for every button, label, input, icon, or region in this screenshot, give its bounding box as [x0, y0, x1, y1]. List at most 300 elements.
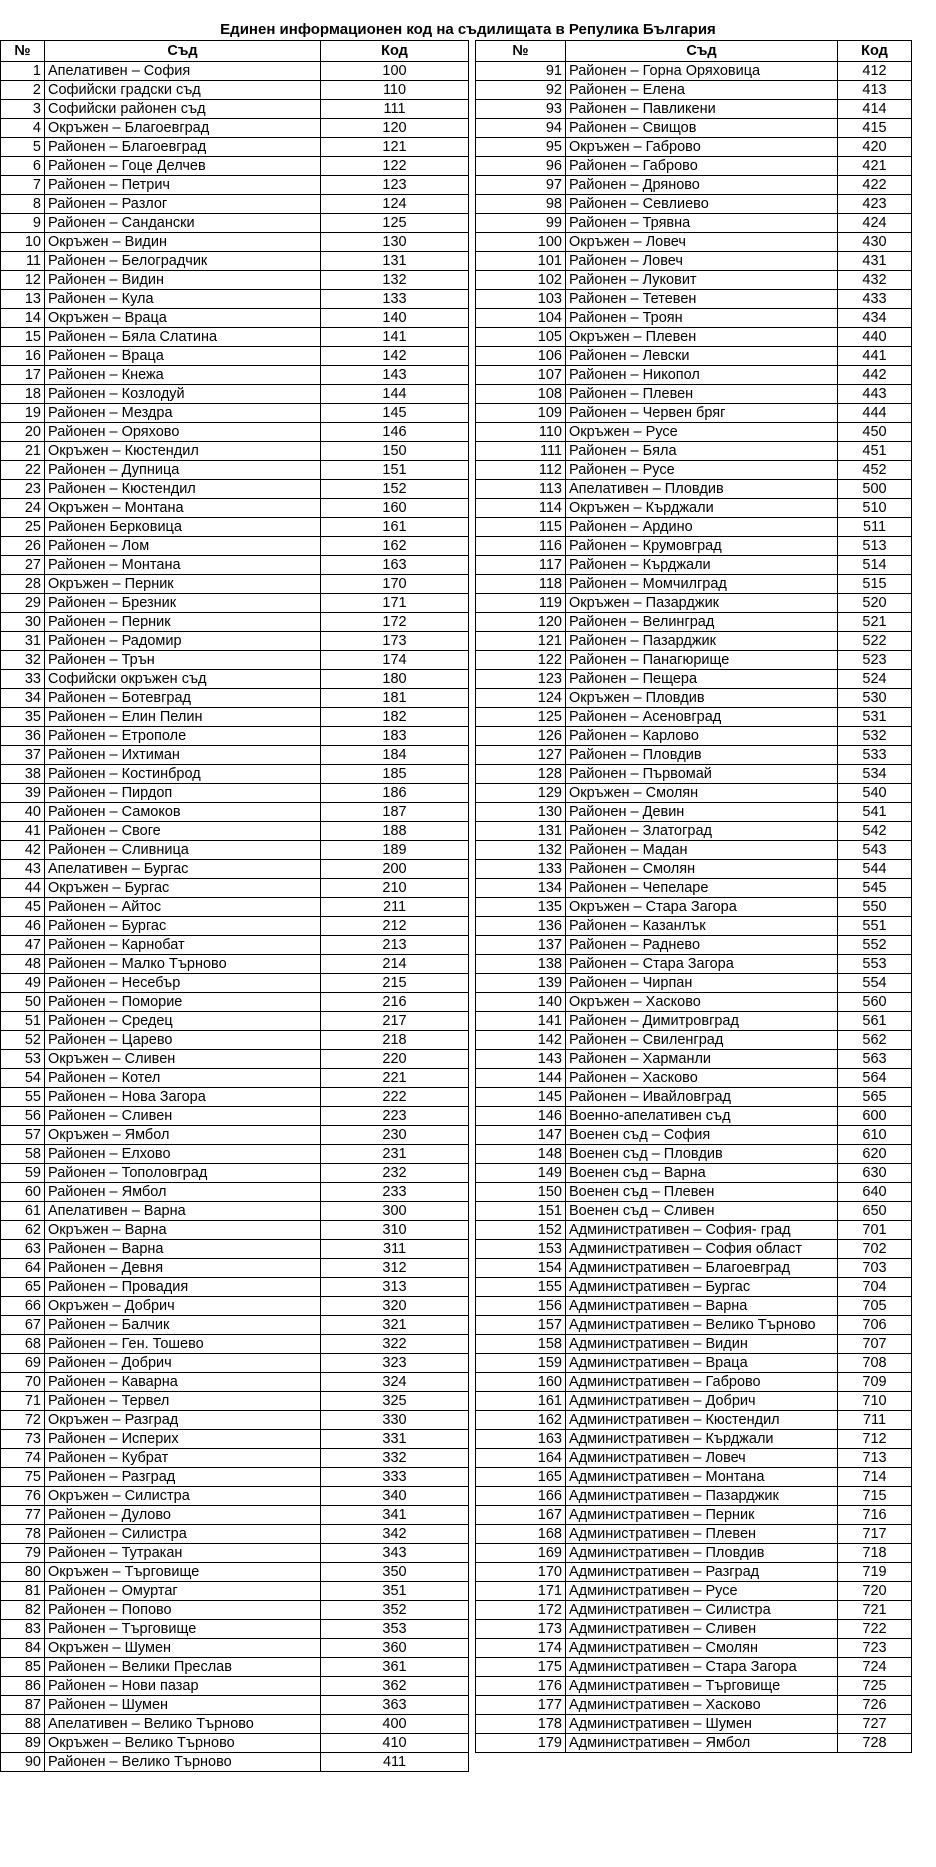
court-name: Районен – Елена: [566, 81, 838, 100]
table-row: [1, 765, 469, 784]
table-row: [476, 1335, 912, 1354]
court-number: 129: [476, 784, 566, 803]
court-number: 107: [476, 366, 566, 385]
table-row: [1, 1449, 469, 1468]
court-number: 98: [476, 195, 566, 214]
court-name: Районен – Лом: [45, 537, 321, 556]
court-number: 120: [476, 613, 566, 632]
court-number: 139: [476, 974, 566, 993]
court-code: 123: [321, 176, 469, 195]
court-number: 77: [1, 1506, 45, 1525]
table-row: [476, 1696, 912, 1715]
table-row: [1, 480, 469, 499]
court-number: 150: [476, 1183, 566, 1202]
court-name: Районен – Пещера: [566, 670, 838, 689]
court-number: 149: [476, 1164, 566, 1183]
table-row: [476, 1639, 912, 1658]
court-name: Районен – Павликени: [566, 100, 838, 119]
court-code: 220: [321, 1050, 469, 1069]
court-number: 83: [1, 1620, 45, 1639]
court-header: Съд: [566, 41, 838, 62]
court-number: 30: [1, 613, 45, 632]
table-row: [476, 138, 912, 157]
court-name: Районен – Елин Пелин: [45, 708, 321, 727]
court-number: 21: [1, 442, 45, 461]
court-number: 95: [476, 138, 566, 157]
court-number: 108: [476, 385, 566, 404]
court-number: 134: [476, 879, 566, 898]
table-row: [1, 1088, 469, 1107]
court-code: 521: [838, 613, 912, 632]
court-code: 440: [838, 328, 912, 347]
court-name: Апелативен – Пловдив: [566, 480, 838, 499]
table-row: [1, 1107, 469, 1126]
court-number: 118: [476, 575, 566, 594]
court-number: 62: [1, 1221, 45, 1240]
court-name: Районен – Кнежа: [45, 366, 321, 385]
court-name: Административен – Перник: [566, 1506, 838, 1525]
court-number: 39: [1, 784, 45, 803]
court-code: 184: [321, 746, 469, 765]
court-name: Районен – Айтос: [45, 898, 321, 917]
table-row: [1, 1601, 469, 1620]
court-code: 718: [838, 1544, 912, 1563]
table-row: [476, 708, 912, 727]
court-code: 300: [321, 1202, 469, 1221]
court-number: 142: [476, 1031, 566, 1050]
table-row: [476, 784, 912, 803]
table-row: [1, 1734, 469, 1753]
table-row: [476, 1012, 912, 1031]
court-code: 322: [321, 1335, 469, 1354]
court-number: 33: [1, 670, 45, 689]
court-name: Административен – Велико Търново: [566, 1316, 838, 1335]
table-row: [1, 1297, 469, 1316]
court-code: 180: [321, 670, 469, 689]
table-row: [1, 993, 469, 1012]
table-row: [476, 366, 912, 385]
court-number: 53: [1, 1050, 45, 1069]
court-code: 724: [838, 1658, 912, 1677]
table-row: [476, 1240, 912, 1259]
court-name: Районен – Исперих: [45, 1430, 321, 1449]
court-number: 113: [476, 480, 566, 499]
court-name: Районен – Нови пазар: [45, 1677, 321, 1696]
court-number: 164: [476, 1449, 566, 1468]
table-row: [476, 1259, 912, 1278]
table-row: [1, 1620, 469, 1639]
court-name: Окръжен – Пазарджик: [566, 594, 838, 613]
court-number: 36: [1, 727, 45, 746]
table-row: [1, 651, 469, 670]
court-code: 144: [321, 385, 469, 404]
court-number: 25: [1, 518, 45, 537]
court-name: Районен – Несебър: [45, 974, 321, 993]
court-number: 76: [1, 1487, 45, 1506]
court-code: 186: [321, 784, 469, 803]
court-number: 116: [476, 537, 566, 556]
court-name: Районен – Хасково: [566, 1069, 838, 1088]
court-name: Районен – Тутракан: [45, 1544, 321, 1563]
court-number: 14: [1, 309, 45, 328]
court-code: 630: [838, 1164, 912, 1183]
court-name: Районен – Бяла: [566, 442, 838, 461]
table-row: [1, 898, 469, 917]
court-number: 78: [1, 1525, 45, 1544]
court-code: 432: [838, 271, 912, 290]
court-code: 541: [838, 803, 912, 822]
court-code: 620: [838, 1145, 912, 1164]
table-row: [476, 157, 912, 176]
court-name: Районен – Мездра: [45, 404, 321, 423]
court-code: 433: [838, 290, 912, 309]
court-number: 106: [476, 347, 566, 366]
table-row: [1, 1240, 469, 1259]
court-code: 451: [838, 442, 912, 461]
court-code: 320: [321, 1297, 469, 1316]
court-code: 141: [321, 328, 469, 347]
court-name: Районен – Козлодуй: [45, 385, 321, 404]
court-name: Окръжен – Търговище: [45, 1563, 321, 1582]
court-name: Районен – Велинград: [566, 613, 838, 632]
court-name: Районен – Пазарджик: [566, 632, 838, 651]
table-row: [1, 594, 469, 613]
table-row: [476, 1563, 912, 1582]
table-row: [1, 917, 469, 936]
table-row: [1, 1544, 469, 1563]
court-code: 532: [838, 727, 912, 746]
court-name: Районен – Благоевград: [45, 138, 321, 157]
court-name: Районен – Брезник: [45, 594, 321, 613]
court-number: 11: [1, 252, 45, 271]
court-name: Районен – Червен бряг: [566, 404, 838, 423]
court-code: 552: [838, 936, 912, 955]
court-number: 152: [476, 1221, 566, 1240]
table-row: [1, 252, 469, 271]
court-name: Районен – Своге: [45, 822, 321, 841]
table-row: [476, 727, 912, 746]
court-number: 55: [1, 1088, 45, 1107]
court-number: 159: [476, 1354, 566, 1373]
court-code: 710: [838, 1392, 912, 1411]
court-code: 703: [838, 1259, 912, 1278]
court-name: Апелативен – Велико Търново: [45, 1715, 321, 1734]
court-number: 94: [476, 119, 566, 138]
table-row: [1, 1677, 469, 1696]
court-code: 550: [838, 898, 912, 917]
court-number: 57: [1, 1126, 45, 1145]
court-code: 561: [838, 1012, 912, 1031]
court-number: 162: [476, 1411, 566, 1430]
court-name: Районен – Котел: [45, 1069, 321, 1088]
court-number: 163: [476, 1430, 566, 1449]
table-row: [476, 81, 912, 100]
table-row: [1, 442, 469, 461]
table-row: [476, 1715, 912, 1734]
court-name: Административен – Пловдив: [566, 1544, 838, 1563]
court-code: 544: [838, 860, 912, 879]
court-name: Районен – Дулово: [45, 1506, 321, 1525]
court-code: 444: [838, 404, 912, 423]
table-row: [476, 62, 912, 81]
court-code: 131: [321, 252, 469, 271]
court-code: 162: [321, 537, 469, 556]
court-name: Районен – Дряново: [566, 176, 838, 195]
table-row: [1, 1031, 469, 1050]
court-name: Районен – Тетевен: [566, 290, 838, 309]
court-code: 511: [838, 518, 912, 537]
table-row: [1, 157, 469, 176]
court-code: 515: [838, 575, 912, 594]
court-code: 711: [838, 1411, 912, 1430]
court-code: 723: [838, 1639, 912, 1658]
table-row: [1, 936, 469, 955]
court-number: 166: [476, 1487, 566, 1506]
table-row: [1, 1715, 469, 1734]
court-name: Районен – Средец: [45, 1012, 321, 1031]
court-name: Районен – Оряхово: [45, 423, 321, 442]
court-code: 211: [321, 898, 469, 917]
court-code: 160: [321, 499, 469, 518]
table-row: [476, 1677, 912, 1696]
court-code: 523: [838, 651, 912, 670]
table-row: [1, 1487, 469, 1506]
court-code: 543: [838, 841, 912, 860]
court-name: Окръжен – Велико Търново: [45, 1734, 321, 1753]
court-number: 145: [476, 1088, 566, 1107]
court-number: 54: [1, 1069, 45, 1088]
court-number: 154: [476, 1259, 566, 1278]
table-row: [476, 1202, 912, 1221]
court-number: 49: [1, 974, 45, 993]
table-row: [1, 176, 469, 195]
court-number: 143: [476, 1050, 566, 1069]
table-row: [1, 290, 469, 309]
court-code: 721: [838, 1601, 912, 1620]
court-name: Районен – Свиленград: [566, 1031, 838, 1050]
court-code: 232: [321, 1164, 469, 1183]
court-code: 173: [321, 632, 469, 651]
court-name: Районен – Карлово: [566, 727, 838, 746]
table-row: [476, 480, 912, 499]
court-code: 522: [838, 632, 912, 651]
court-name: Районен – Велики Преслав: [45, 1658, 321, 1677]
court-code: 122: [321, 157, 469, 176]
court-name: Окръжен – Хасково: [566, 993, 838, 1012]
court-name: Окръжен – Кюстендил: [45, 442, 321, 461]
table-row: [1, 62, 469, 81]
court-number: 4: [1, 119, 45, 138]
court-name: Окръжен – Силистра: [45, 1487, 321, 1506]
table-row: [476, 898, 912, 917]
court-number: 88: [1, 1715, 45, 1734]
table-row: [1, 1373, 469, 1392]
court-code: 216: [321, 993, 469, 1012]
table-row: [476, 442, 912, 461]
court-name: Административен – Монтана: [566, 1468, 838, 1487]
table-row: [1, 727, 469, 746]
court-code: 709: [838, 1373, 912, 1392]
court-name: Окръжен – Сливен: [45, 1050, 321, 1069]
court-number: 140: [476, 993, 566, 1012]
court-code: 172: [321, 613, 469, 632]
court-number: 135: [476, 898, 566, 917]
code-header: Код: [838, 41, 912, 62]
table-row: [476, 271, 912, 290]
court-code: 726: [838, 1696, 912, 1715]
court-name: Районен – Перник: [45, 613, 321, 632]
court-number: 37: [1, 746, 45, 765]
court-number: 141: [476, 1012, 566, 1031]
court-code: 554: [838, 974, 912, 993]
court-name: Районен – Варна: [45, 1240, 321, 1259]
table-row: [476, 860, 912, 879]
court-number: 46: [1, 917, 45, 936]
court-code: 701: [838, 1221, 912, 1240]
table-row: [476, 1544, 912, 1563]
court-code: 562: [838, 1031, 912, 1050]
table-row: [476, 1050, 912, 1069]
court-number: 161: [476, 1392, 566, 1411]
court-code: 333: [321, 1468, 469, 1487]
court-number: 121: [476, 632, 566, 651]
court-name: Районен – Стара Загора: [566, 955, 838, 974]
table-row: [476, 1658, 912, 1677]
court-code: 361: [321, 1658, 469, 1677]
court-code: 120: [321, 119, 469, 138]
table-row: [1, 1506, 469, 1525]
table-row: [476, 765, 912, 784]
court-name: Административен – Сливен: [566, 1620, 838, 1639]
court-code: 430: [838, 233, 912, 252]
court-table-right: [475, 40, 912, 1753]
court-number: 9: [1, 214, 45, 233]
court-number: 157: [476, 1316, 566, 1335]
court-code: 125: [321, 214, 469, 233]
court-code: 410: [321, 1734, 469, 1753]
court-name: Окръжен – Ямбол: [45, 1126, 321, 1145]
court-name: Окръжен – Перник: [45, 575, 321, 594]
table-row: [1, 195, 469, 214]
court-name: Окръжен – Разград: [45, 1411, 321, 1430]
court-number: 81: [1, 1582, 45, 1601]
court-number: 68: [1, 1335, 45, 1354]
table-row: [1, 1050, 469, 1069]
court-number: 175: [476, 1658, 566, 1677]
court-number: 91: [476, 62, 566, 81]
court-number: 109: [476, 404, 566, 423]
court-number: 48: [1, 955, 45, 974]
court-name: Районен – Ловеч: [566, 252, 838, 271]
court-code: 171: [321, 594, 469, 613]
court-code: 530: [838, 689, 912, 708]
court-code: 217: [321, 1012, 469, 1031]
court-code: 441: [838, 347, 912, 366]
table-row: [476, 1734, 912, 1753]
table-row: [476, 537, 912, 556]
court-code: 145: [321, 404, 469, 423]
court-number: 153: [476, 1240, 566, 1259]
court-number: 173: [476, 1620, 566, 1639]
table-row: [476, 670, 912, 689]
court-number: 34: [1, 689, 45, 708]
court-number: 20: [1, 423, 45, 442]
court-name: Районен – Габрово: [566, 157, 838, 176]
table-row: [476, 613, 912, 632]
court-code: 542: [838, 822, 912, 841]
code-header: Код: [321, 41, 469, 62]
table-row: [1, 461, 469, 480]
court-name: Районен – Девин: [566, 803, 838, 822]
court-name: Районен – Ямбол: [45, 1183, 321, 1202]
court-number: 15: [1, 328, 45, 347]
court-code: 500: [838, 480, 912, 499]
court-number: 26: [1, 537, 45, 556]
court-code: 412: [838, 62, 912, 81]
court-name: Районен – Пирдоп: [45, 784, 321, 803]
court-name: Районен – Трявна: [566, 214, 838, 233]
court-code: 323: [321, 1354, 469, 1373]
court-number: 171: [476, 1582, 566, 1601]
court-code: 442: [838, 366, 912, 385]
court-code: 510: [838, 499, 912, 518]
table-row: [476, 822, 912, 841]
court-code: 728: [838, 1734, 912, 1753]
court-number: 72: [1, 1411, 45, 1430]
court-name: Районен – Кула: [45, 290, 321, 309]
court-code: 705: [838, 1297, 912, 1316]
court-name: Районен – Чепеларе: [566, 879, 838, 898]
court-code: 414: [838, 100, 912, 119]
table-row: [1, 347, 469, 366]
table-row: [1, 1145, 469, 1164]
court-number: 41: [1, 822, 45, 841]
court-number: 8: [1, 195, 45, 214]
court-number: 74: [1, 1449, 45, 1468]
court-name: Административен – Видин: [566, 1335, 838, 1354]
court-number: 172: [476, 1601, 566, 1620]
court-name: Районен – Горна Оряховица: [566, 62, 838, 81]
table-row: [1, 119, 469, 138]
court-name: Административен – Добрич: [566, 1392, 838, 1411]
court-number: 123: [476, 670, 566, 689]
court-name: Районен – Царево: [45, 1031, 321, 1050]
court-number: 80: [1, 1563, 45, 1582]
table-row: [1, 1183, 469, 1202]
court-number: 16: [1, 347, 45, 366]
court-name: Административен – Габрово: [566, 1373, 838, 1392]
court-number: 12: [1, 271, 45, 290]
table-row: [1, 879, 469, 898]
table-row: [1, 784, 469, 803]
court-name: Административен – Благоевград: [566, 1259, 838, 1278]
court-code: 420: [838, 138, 912, 157]
court-name: Районен – Костинброд: [45, 765, 321, 784]
court-code: 431: [838, 252, 912, 271]
table-row: [1, 1164, 469, 1183]
court-name: Районен – Петрич: [45, 176, 321, 195]
court-name: Окръжен – Монтана: [45, 499, 321, 518]
table-row: [476, 993, 912, 1012]
court-name: Районен – Видин: [45, 271, 321, 290]
court-code: 563: [838, 1050, 912, 1069]
court-number: 63: [1, 1240, 45, 1259]
court-code: 143: [321, 366, 469, 385]
court-name: Софийски окръжен съд: [45, 670, 321, 689]
court-number: 28: [1, 575, 45, 594]
court-number: 147: [476, 1126, 566, 1145]
table-row: [476, 575, 912, 594]
